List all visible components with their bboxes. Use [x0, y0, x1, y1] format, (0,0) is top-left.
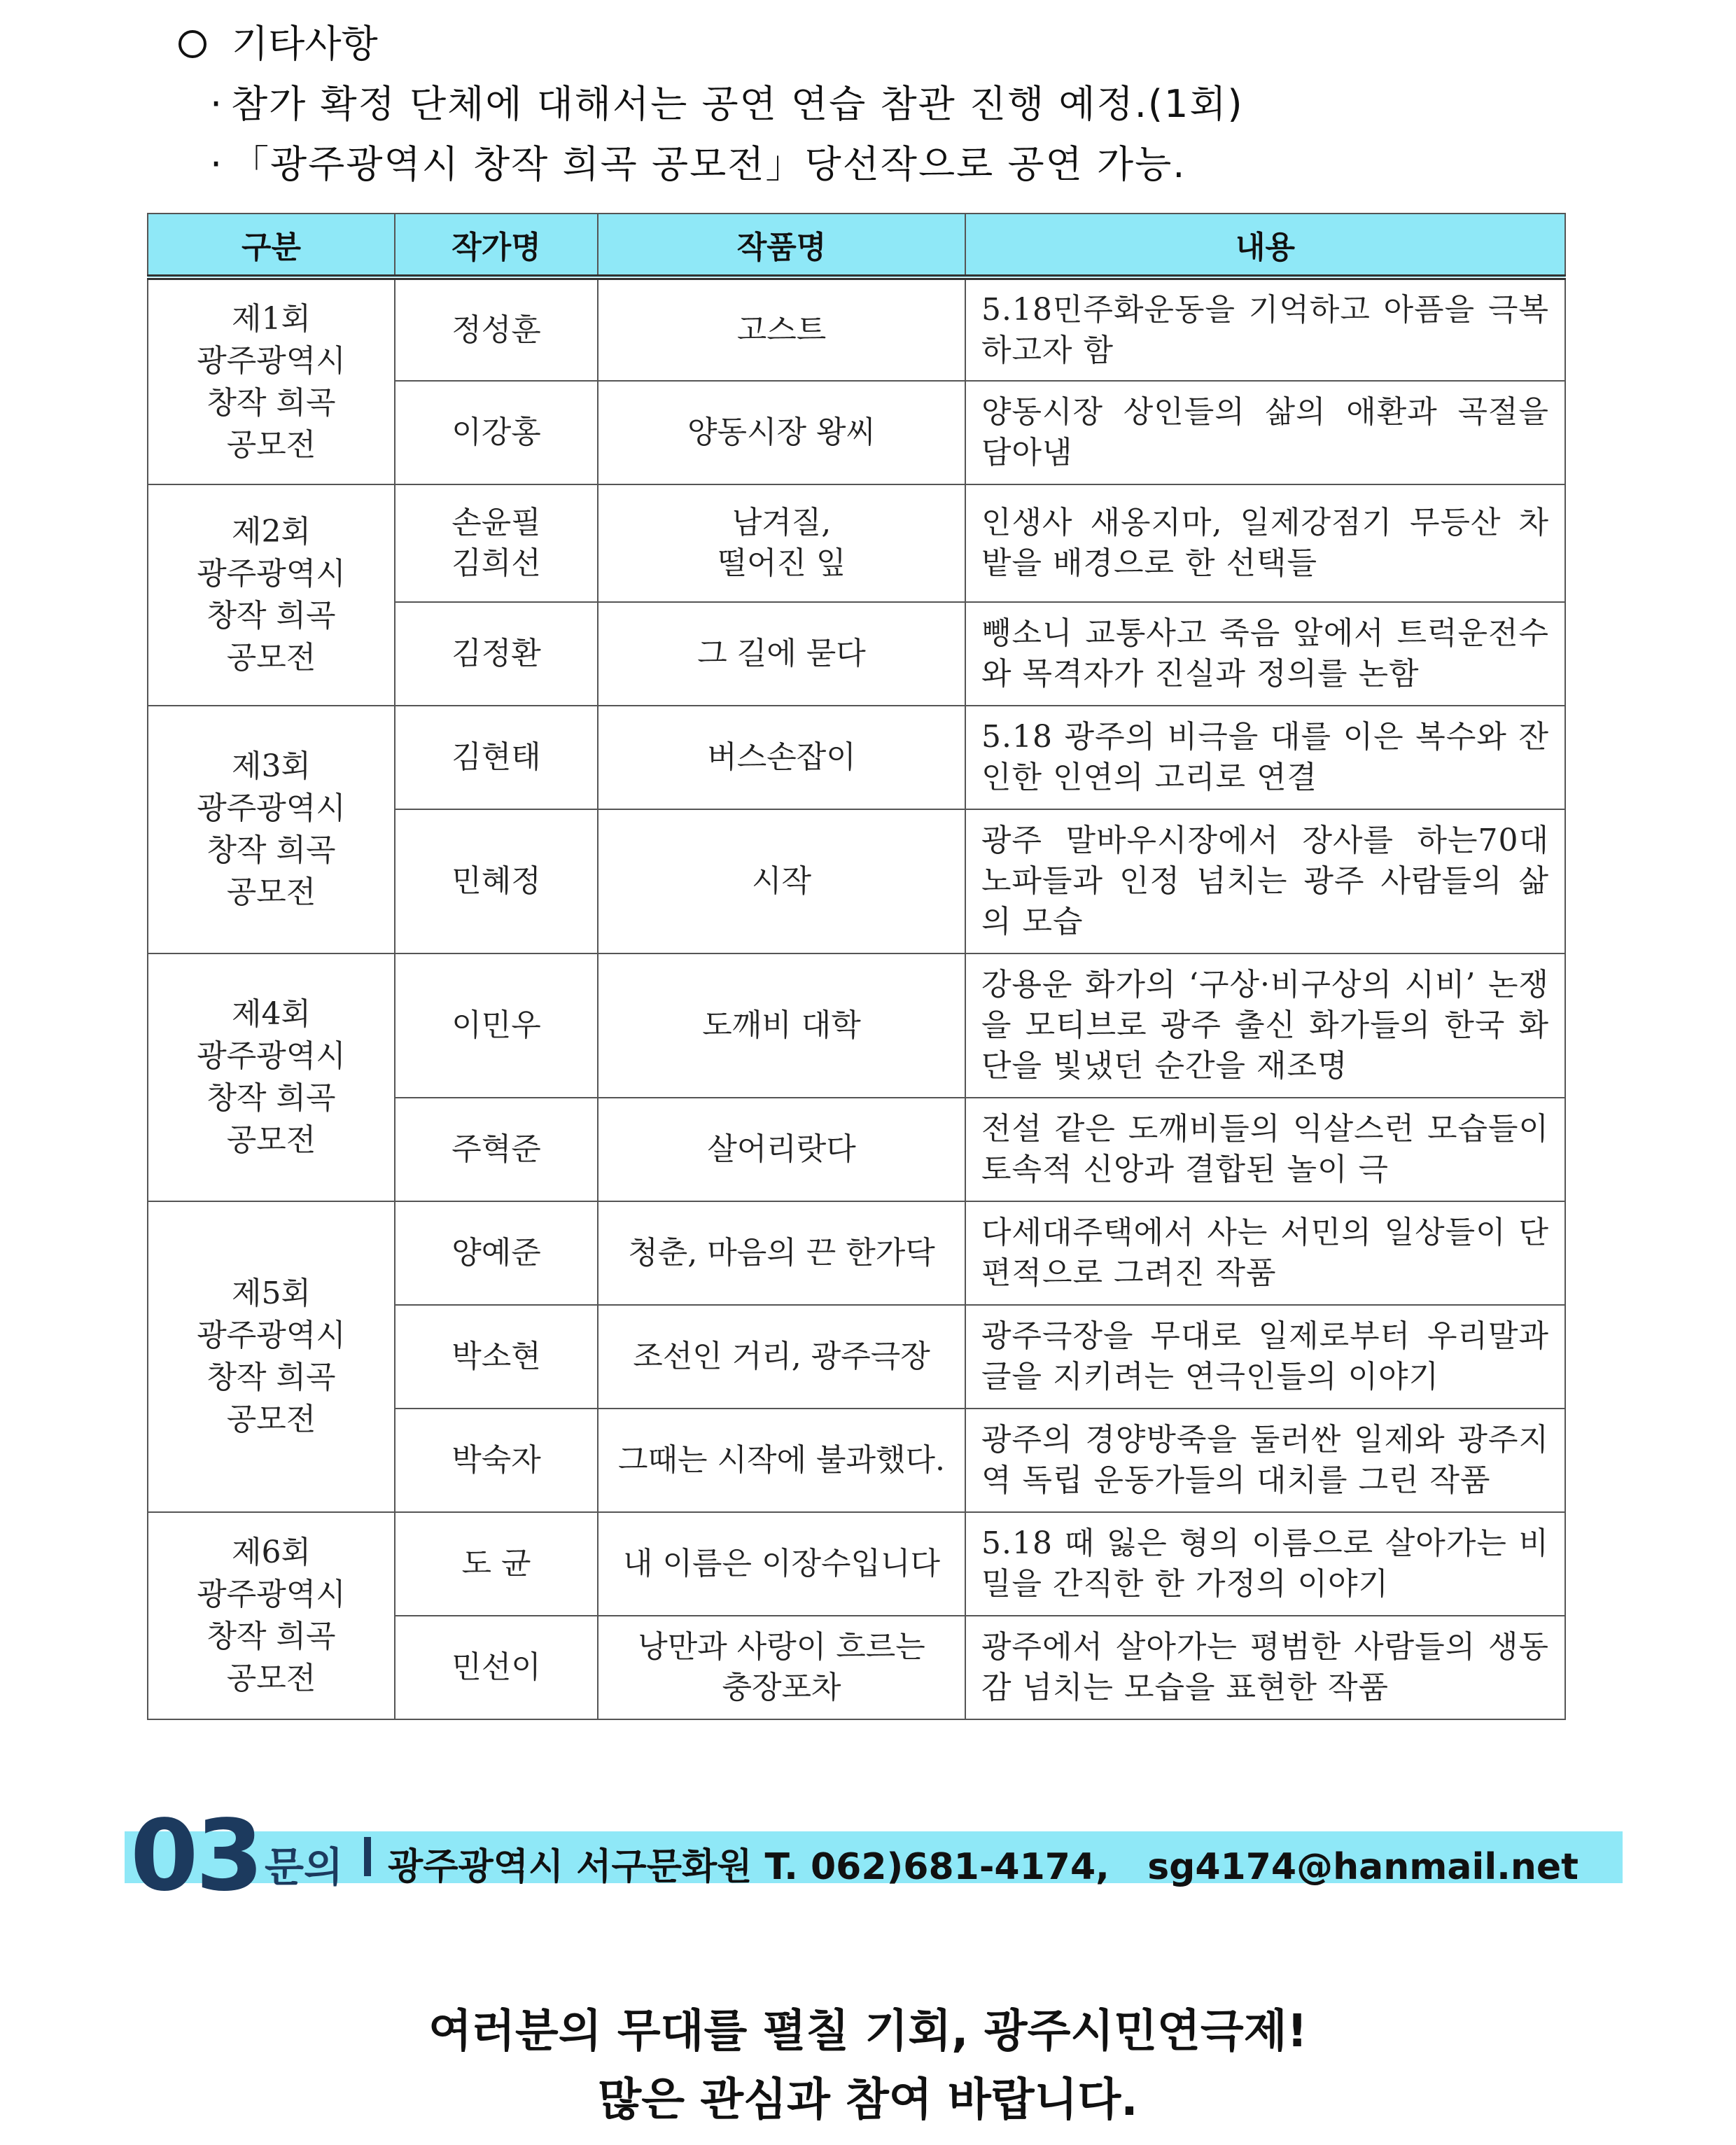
notes-item-text: 「광주광역시 창작 희곡 공모전」당선작으로 공연 가능. — [231, 142, 1186, 186]
author-cell: 정성훈 — [395, 277, 598, 381]
table-row — [148, 706, 1565, 809]
title-cell: 조선인 거리, 광주극장 — [598, 1305, 965, 1409]
author-cell: 이민우 — [395, 953, 598, 1098]
table-row — [148, 277, 1565, 381]
notes-heading-row — [178, 14, 1244, 74]
content-cell: 5.18민주화운동을 기억하고 아픔을 극복하고자 함 — [965, 277, 1565, 381]
table-row — [148, 953, 1565, 1098]
content-cell: 인생사 새옹지마, 일제강점기 무등산 차밭을 배경으로 한 선택들 — [965, 484, 1565, 602]
author-cell: 이강홍 — [395, 381, 598, 484]
round-cell: 제4회 광주광역시 창작 희곡 공모전 — [148, 953, 395, 1201]
title-cell: 남겨질, 떨어진 잎 — [598, 484, 965, 602]
header-category: 구분 — [148, 214, 395, 277]
content-cell: 광주 말바우시장에서 장사를 하는70대 노파들과 인정 넘치는 광주 사람들의 삶의 모습 — [965, 809, 1565, 953]
round-cell: 제5회 광주광역시 창작 희곡 공모전 — [148, 1201, 395, 1512]
notes-section — [178, 14, 1244, 195]
author-cell: 양예준 — [395, 1201, 598, 1305]
content-cell: 5.18 때 잃은 형의 이름으로 살아가는 비밀을 간직한 한 가정의 이야기 — [965, 1512, 1565, 1616]
content-cell: 광주의 경양방죽을 둘러싼 일제와 광주지역 독립 운동가들의 대치를 그린 작품 — [965, 1409, 1565, 1512]
title-cell: 시작 — [598, 809, 965, 953]
title-cell: 도깨비 대학 — [598, 953, 965, 1098]
table-row — [148, 1201, 1565, 1305]
author-cell: 김현태 — [395, 706, 598, 809]
header-content: 내용 — [965, 214, 1565, 277]
author-cell: 주혁준 — [395, 1098, 598, 1201]
closing-line-2: 많은 관심과 참여 바랍니다. — [598, 2074, 1138, 2126]
round-cell: 제6회 광주광역시 창작 희곡 공모전 — [148, 1512, 395, 1719]
circle-bullet-icon — [178, 30, 206, 58]
middle-dot-icon: · — [210, 142, 224, 186]
contact-label: 문의 — [265, 1843, 344, 1891]
title-cell: 버스손잡이 — [598, 706, 965, 809]
title-cell: 살어리랏다 — [598, 1098, 965, 1201]
notes-item — [178, 134, 1244, 195]
content-cell: 양동시장 상인들의 삶의 애환과 곡절을 담아냄 — [965, 381, 1565, 484]
author-cell: 민혜정 — [395, 809, 598, 953]
content-cell: 강용운 화가의 ‘구상·비구상의 시비’ 논쟁을 모티브로 광주 출신 화가들의 한국 화단을 빛냈던 순간을 재조명 — [965, 953, 1565, 1098]
round-cell: 제1회 광주광역시 창작 희곡 공모전 — [148, 277, 395, 484]
header-title: 작품명 — [598, 214, 965, 277]
content-cell: 전설 같은 도깨비들의 익살스런 모습들이 토속적 신앙과 결합된 놀이 극 — [965, 1098, 1565, 1201]
title-cell: 낭만과 사랑이 흐르는 충장포차 — [598, 1616, 965, 1719]
title-cell: 양동시장 왕씨 — [598, 381, 965, 484]
content-cell: 광주극장을 무대로 일제로부터 우리말과 글을 지키려는 연극인들의 이야기 — [965, 1305, 1565, 1409]
author-cell: 손윤필 김희선 — [395, 484, 598, 602]
author-cell: 민선이 — [395, 1616, 598, 1719]
notes-item — [178, 74, 1244, 134]
table-row — [148, 1512, 1565, 1616]
title-cell: 고스트 — [598, 277, 965, 381]
author-cell: 도 균 — [395, 1512, 598, 1616]
round-cell: 제2회 광주광역시 창작 희곡 공모전 — [148, 484, 395, 706]
title-cell: 내 이름은 이장수입니다 — [598, 1512, 965, 1616]
author-cell: 김정환 — [395, 602, 598, 706]
title-cell: 그 길에 묻다 — [598, 602, 965, 706]
contact-banner — [125, 1799, 1623, 1913]
closing-line-1: 여러분의 무대를 펼칠 기회, 광주시민연극제! — [428, 2006, 1308, 2057]
round-cell: 제3회 광주광역시 창작 희곡 공모전 — [148, 706, 395, 953]
content-cell: 광주에서 살아가는 평범한 사람들의 생동감 넘치는 모습을 표현한 작품 — [965, 1616, 1565, 1719]
notes-heading: 기타사항 — [232, 22, 378, 66]
contact-info: 광주광역시 서구문화원 T. 062)681-4174, sg4174@hanmail.net — [388, 1846, 1579, 1888]
section-number: 03 — [130, 1799, 261, 1913]
separator-bar — [364, 1837, 371, 1876]
header-author: 작가명 — [395, 214, 598, 277]
notes-item-text: 참가 확정 단체에 대해서는 공연 연습 참관 진행 예정.(1회) — [231, 82, 1244, 126]
author-cell: 박소현 — [395, 1305, 598, 1409]
table-header-row — [148, 214, 1565, 277]
table-row — [148, 484, 1565, 602]
title-cell: 청춘, 마음의 끈 한가닥 — [598, 1201, 965, 1305]
past-winners-table — [147, 213, 1566, 1720]
author-cell: 박숙자 — [395, 1409, 598, 1512]
content-cell: 뺑소니 교통사고 죽음 앞에서 트럭운전수와 목격자가 진실과 정의를 논함 — [965, 602, 1565, 706]
title-cell: 그때는 시작에 불과했다. — [598, 1409, 965, 1512]
content-cell: 5.18 광주의 비극을 대를 이은 복수와 잔인한 인연의 고리로 연결 — [965, 706, 1565, 809]
middle-dot-icon: · — [210, 82, 224, 126]
content-cell: 다세대주택에서 사는 서민의 일상들이 단편적으로 그려진 작품 — [965, 1201, 1565, 1305]
